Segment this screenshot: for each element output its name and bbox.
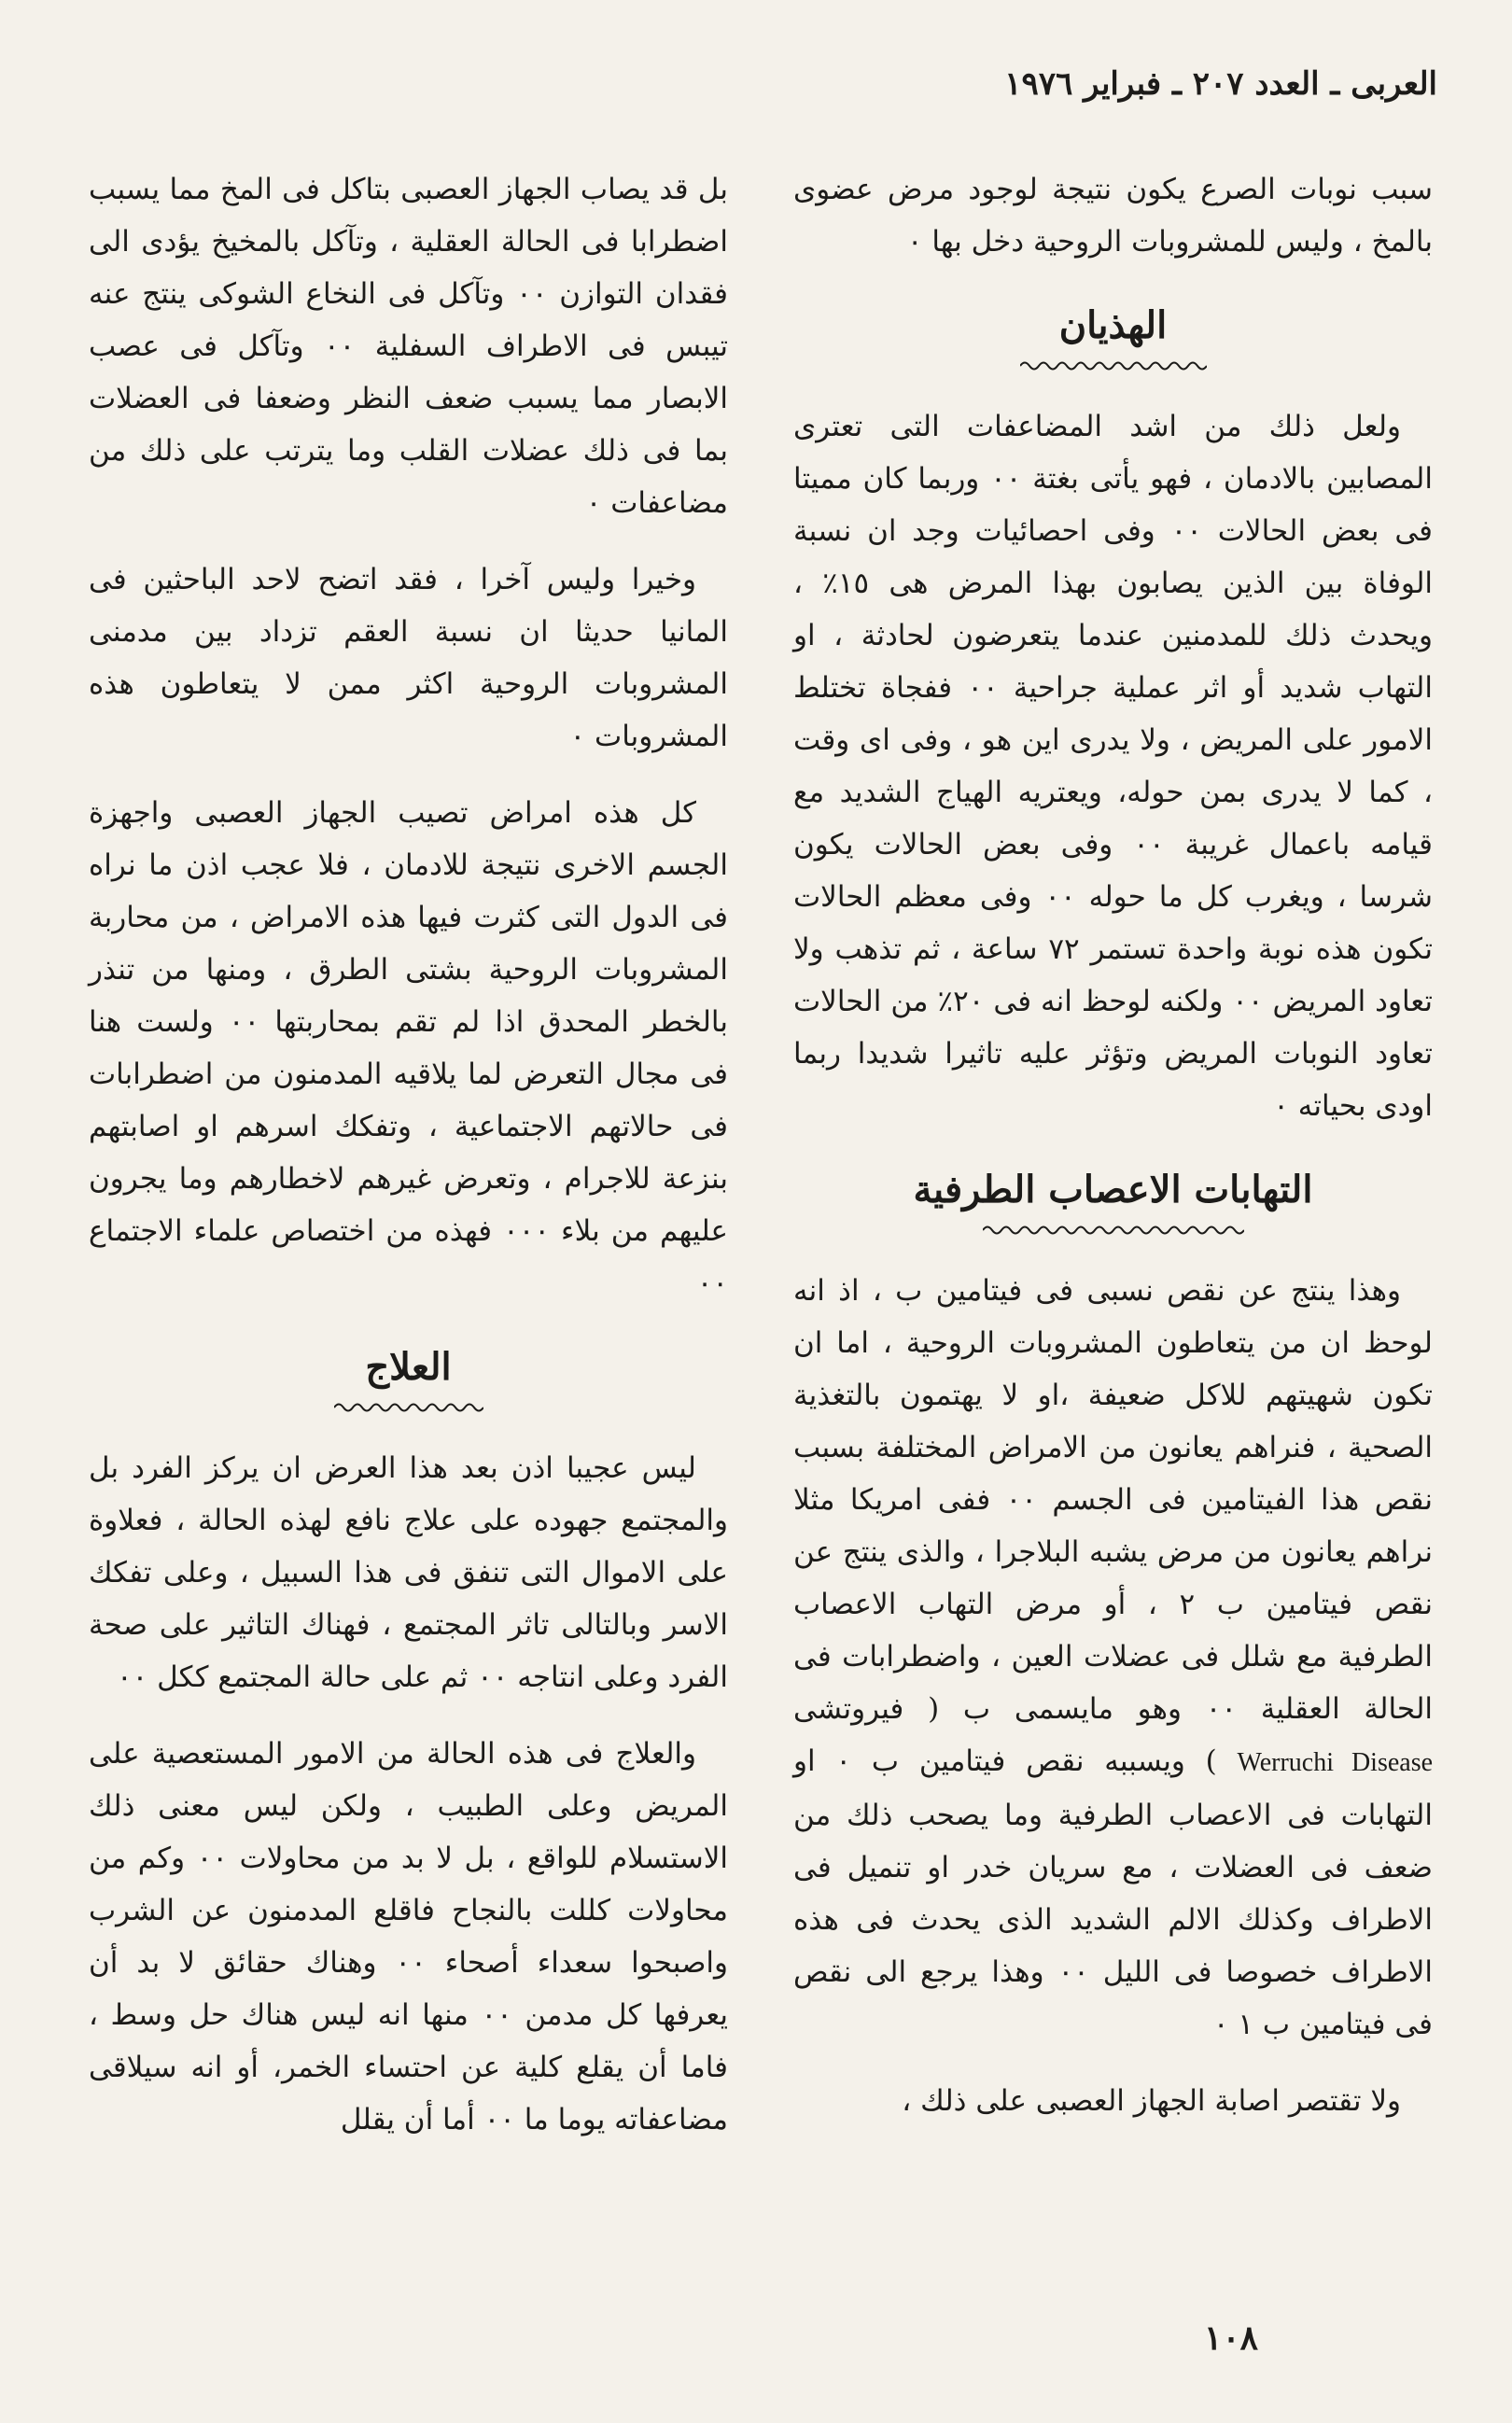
paragraph-text: وهذا ينتج عن نقص نسبى فى فيتامين ب ، اذ انه لوحظ ان من يتعاطون المشروبات الروحية ، اما ان تكون شهيتهم للاكل ضعيفة ،او لا يهتمون بالتغذية الصحية ، فنراهم يعانون من الامراض المختلفة بسبب نقص هذا الفيتامين فى الجسم ٠٠ ففى امريكا مثلا نراهم يعانون من مرض يشبه البلاجرا ، والذى ينتج عن نقص فيتامين ب ٢ ، أو مرض التهاب الاعصاب الطرفية مع شلل فى عضلات العين ، واضطرابات فى الحالة العقلية ٠٠ وهو مايسمى ب ( فيروتشى <box>793 1274 1433 1726</box>
page-number: ١٠٨ <box>1204 2318 1259 2358</box>
paragraph: والعلاج فى هذه الحالة من الامور المستعصية على المريض وعلى الطبيب ، ولكن ليس معنى ذلك الاستسلام للواقع ، بل لا بد من محاولات ٠٠ وكم من محاولات كللت بالنجاح فاقلع المدمنون عن الشرب واصبحوا سعداء أصحاء ٠٠ وهناك حقائق لا بد أن يعرفها كل مدمن ٠٠ منها انه ليس هناك حل وسط ، فاما أن يقلع كلية عن احتساء الخمر، أو انه سيلاقى مضاعفاته يوما ما ٠٠ أما أن يقلل <box>89 1737 728 2136</box>
wavy-underline-ornament <box>1020 359 1207 372</box>
section-heading-neuritis: التهابات الاعصاب الطرفية <box>913 1168 1313 1212</box>
left-column <box>89 163 728 2170</box>
paragraph: سبب نوبات الصرع يكون نتيجة لوجود مرض عضوى بالمخ ، وليس للمشروبات الروحية دخل بها ٠ <box>793 173 1433 259</box>
latin-term: Werruchi Disease <box>1237 1748 1434 1777</box>
paragraph: وخيرا وليس آخرا ، فقد اتضح لاحد الباحثين فى المانيا حديثا ان نسبة العقم تزداد بين مدمنى المشروبات الروحية اكثر ممن لا يتعاطون هذه المشروبات ٠ <box>89 563 728 753</box>
paragraph: ولعل ذلك من اشد المضاعفات التى تعترى المصابين بالادمان ، فهو يأتى بغتة ٠٠ وربما كان مميتا فى بعض الحالات ٠٠ وفى احصائيات وجد ان نسبة الوفاة بين الذين يصابون بهذا المرض هى ١٥٪ ، ويحدث ذلك للمدمنين عندما يتعرضون لحادثة ، او التهاب شديد أو اثر عملية جراحية ٠٠ ففجاة تختلط الامور على المريض ، ولا يدرى اين هو ، وفى اى وقت ، كما لا يدرى بمن حوله، ويعتريه الهياج الشديد مع قيامه باعمال غريبة ٠٠ وفى بعض الحالات يكون شرسا ، ويغرب كل ما حوله ٠٠ وفى معظم الحالات تكون هذه نوبة واحدة تستمر ٧٢ ساعة ، ثم تذهب ولا تعاود المريض ٠٠ ولكنه لوحظ انه فى ٢٠٪ من الحالات تعاود النوبات المريض وتؤثر عليه تاثيرا شديدا ربما اودى بحياته ٠ <box>793 410 1434 1123</box>
paragraph: كل هذه امراض تصيب الجهاز العصبى واجهزة الجسم الاخرى نتيجة للادمان ، فلا عجب اذن ما نراه فى الدول التى كثرت فيها هذه الامراض ، من محاربة المشروبات الروحية بشتى الطرق ، ومنها من تنذر بالخطر المحدق اذا لم تقم بمحاربتها ٠٠ ولست هنا فى مجال التعرض لما يلاقيه المدمنون من اضطرابات فى حالاتهم الاجتماعية ، وتفكك اسرهم او اصابتهم بنزعة للاجرام ، وتعرض غيرهم لاخطارهم وما يجرون عليهم من بلاء ٠٠٠ فهذه من اختصاص علماء الاجتماع ٠٠ <box>89 796 728 1300</box>
paragraph-text: ) ويسببه نقص فيتامين ب ٠ او التهابات فى الاعصاب الطرفية وما يصحب ذلك من ضعف فى العضلات ، مع سريان خدر او تنميل فى الاطراف وكذلك الالم الشديد الذى يحدث فى هذه الاطراف خصوصا فى الليل ٠٠ وهذا يرجع الى نقص فى فيتامين ب ١ ٠ <box>793 1744 1434 2041</box>
paragraph: ليس عجيبا اذن بعد هذا العرض ان يركز الفرد بل والمجتمع جهوده على علاج نافع لهذه الحالة ، فعلاوة على الاموال التى تنفق فى هذا السبيل ، وعلى تفكك الاسر وبالتالى تاثر المجتمع ، فهناك التاثير على صحة الفرد وعلى انتاجه ٠٠ ثم على حالة المجتمع ككل ٠٠ <box>89 1451 728 1694</box>
paragraph: ولا تقتصر اصابة الجهاز العصبى على ذلك ، <box>902 2084 1401 2118</box>
running-header: العربى ـ العدد ٢٠٧ ـ فبراير ١٩٧٦ <box>1004 65 1437 103</box>
paragraph <box>793 1265 1433 2051</box>
wavy-underline-ornament <box>983 1224 1244 1237</box>
section-heading-delirium: الهذيان <box>1058 303 1168 347</box>
right-column <box>793 163 1433 2151</box>
paragraph: بل قد يصاب الجهاز العصبى بتاكل فى المخ مما يسبب اضطرابا فى الحالة العقلية ، وتآكل بالمخيخ يؤدى الى فقدان التوازن ٠٠ وتآكل فى النخاع الشوكى ينتج عنه تيبس فى الاطراف السفلية ٠٠ وتآكل فى عصب الابصار مما يسبب ضعف النظر وضعفا فى العضلات بما فى ذلك عضلات القلب وما يترتب على ذلك من مضاعفات ٠ <box>89 173 728 520</box>
wavy-underline-ornament <box>334 1401 483 1414</box>
section-heading-treatment: العلاج <box>365 1345 452 1389</box>
